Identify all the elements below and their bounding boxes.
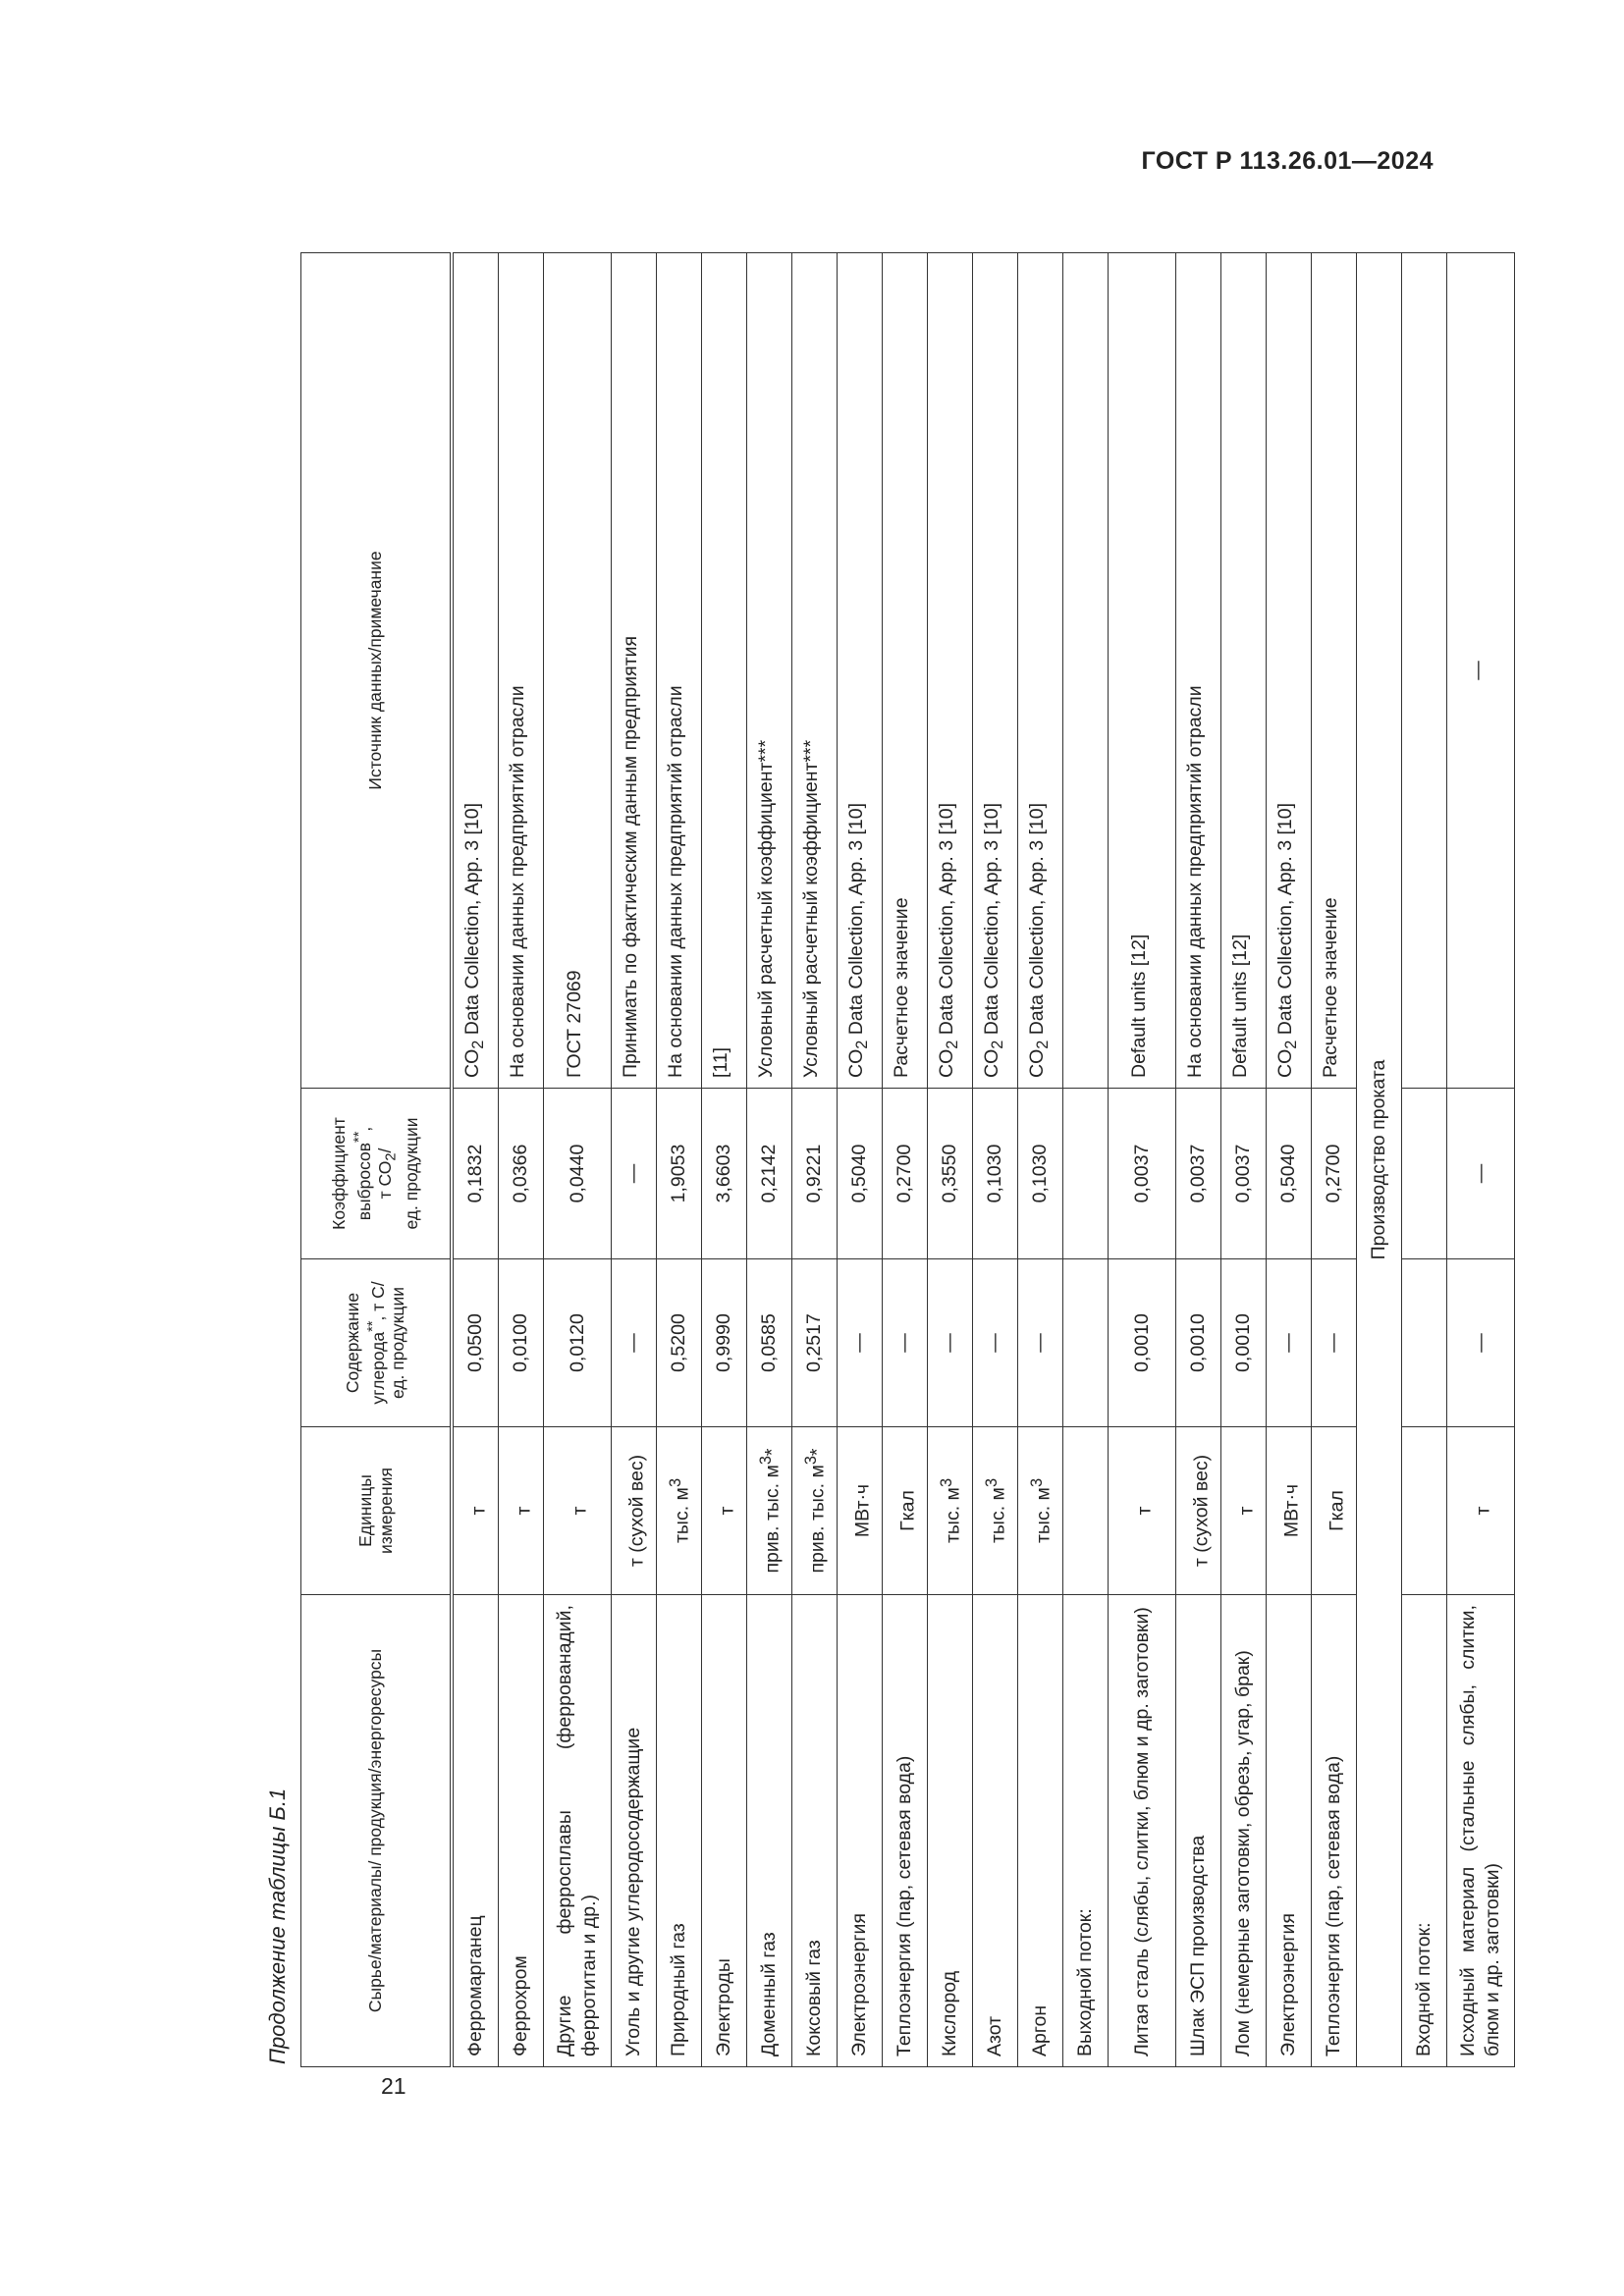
table-body-rolling (1402, 253, 1515, 2067)
cell-material: Теплоэнергия (пар, сетевая вода) (1312, 1595, 1357, 2067)
cell-source: Default units [12] (1221, 253, 1267, 1089)
cell-unit: т (452, 1427, 499, 1595)
cell-emission-factor: 0,0037 (1221, 1089, 1267, 1259)
cell-emission-factor: 0,5040 (838, 1089, 883, 1259)
cell-unit: т (499, 1427, 544, 1595)
cell-carbon-content: — (1447, 1259, 1515, 1427)
cell-source (1402, 253, 1447, 1089)
cell-source (1063, 253, 1109, 1089)
cell-material: Электроэнергия (838, 1595, 883, 2067)
cell-carbon-content: 0,0500 (452, 1259, 499, 1427)
cell-source: На основании данных предприятий отрасли (1176, 253, 1221, 1089)
cell-emission-factor: 0,9221 (792, 1089, 838, 1259)
cell-unit: МВт·ч (1267, 1427, 1312, 1595)
table-row (499, 253, 544, 2067)
cell-emission-factor: 0,2142 (747, 1089, 792, 1259)
cell-source: $CO_2$ Data Collection, App. 3 [10] (1018, 253, 1063, 1089)
cell-material: Аргон (1018, 1595, 1063, 2067)
cell-material: Электроды (702, 1595, 747, 2067)
table-row (1267, 253, 1312, 2067)
table-header-row (301, 253, 453, 2067)
cell-material: Коксовый газ (792, 1595, 838, 2067)
cell-source: Default units [12] (1109, 253, 1176, 1089)
cell-carbon-content (1063, 1259, 1109, 1427)
cell-source: $CO_2$ Data Collection, App. 3 [10] (973, 253, 1018, 1089)
table-section-body (1357, 253, 1402, 2067)
cell-unit: т (1221, 1427, 1267, 1595)
cell-emission-factor (1402, 1089, 1447, 1259)
cell-unit: т (сухой вес) (1176, 1427, 1221, 1595)
cell-carbon-content: 0,0585 (747, 1259, 792, 1427)
cell-unit (1402, 1427, 1447, 1595)
cell-material: Кислород (928, 1595, 973, 2067)
cell-source: [11] (702, 253, 747, 1089)
cell-carbon-content: — (612, 1259, 657, 1427)
header-carbon-content: Содержание углерода**, т С/ ед. продукции (301, 1259, 453, 1427)
cell-material: Теплоэнергия (пар, сетевая вода) (883, 1595, 928, 2067)
cell-emission-factor (1063, 1089, 1109, 1259)
cell-source: — (1447, 253, 1515, 1089)
cell-unit: т (544, 1427, 612, 1595)
cell-unit: т (1447, 1427, 1515, 1595)
table-row (792, 253, 838, 2067)
cell-source: Расчетное значение (883, 253, 928, 1089)
table-row (452, 253, 499, 2067)
cell-source: $CO_2$ Data Collection, App. 3 [10] (928, 253, 973, 1089)
cell-emission-factor: 1,9053 (657, 1089, 702, 1259)
cell-unit: тыс. $м^3$ (1018, 1427, 1063, 1595)
cell-material: Литая сталь (слябы, слитки, блюм и др. заготовки) (1109, 1595, 1176, 2067)
cell-source: Условный расчетный коэффициент*** (747, 253, 792, 1089)
cell-carbon-content: 0,0120 (544, 1259, 612, 1427)
table-row (1312, 253, 1357, 2067)
cell-source: На основании данных предприятий отрасли (657, 253, 702, 1089)
cell-emission-factor: 0,0037 (1176, 1089, 1221, 1259)
cell-material: Другие ферросплавы (феррованадий, ферротитан и др.) (544, 1595, 612, 2067)
cell-carbon-content: 0,5200 (657, 1259, 702, 1427)
page-number: 21 (381, 2073, 406, 2099)
cell-source: $CO_2$ Data Collection, App. 3 [10] (1267, 253, 1312, 1089)
table-row (1221, 253, 1267, 2067)
cell-emission-factor: 0,1030 (1018, 1089, 1063, 1259)
cell-emission-factor: 3,6603 (702, 1089, 747, 1259)
cell-emission-factor: — (612, 1089, 657, 1259)
table-row (1176, 253, 1221, 2067)
section-row (1357, 253, 1402, 2067)
cell-emission-factor: 0,1832 (452, 1089, 499, 1259)
cell-emission-factor: 0,0037 (1109, 1089, 1176, 1259)
cell-emission-factor: 0,2700 (1312, 1089, 1357, 1259)
cell-material: Лом (немерные заготовки, обрезь, угар, брак) (1221, 1595, 1267, 2067)
cell-emission-factor: 0,3550 (928, 1089, 973, 1259)
cell-source: На основании данных предприятий отрасли (499, 253, 544, 1089)
cell-carbon-content: — (883, 1259, 928, 1427)
cell-material: Входной поток: (1402, 1595, 1447, 2067)
table-row (747, 253, 792, 2067)
table-row (1447, 253, 1515, 2067)
cell-emission-factor: 0,1030 (973, 1089, 1018, 1259)
cell-source: Принимать по фактическим данным предприятия (612, 253, 657, 1089)
cell-source: $CO_2$ Data Collection, App. 3 [10] (838, 253, 883, 1089)
table-row (928, 253, 973, 2067)
cell-unit: прив. тыс. $м^3*$ (747, 1427, 792, 1595)
rotated-table-page (258, 241, 1503, 2067)
cell-carbon-content: 0,0010 (1176, 1259, 1221, 1427)
cell-emission-factor: — (1447, 1089, 1515, 1259)
header-source: Источник данных/примечание (301, 253, 453, 1089)
cell-carbon-content: — (1018, 1259, 1063, 1427)
cell-carbon-content: — (928, 1259, 973, 1427)
cell-material: Шлак ЭСП производства (1176, 1595, 1221, 2067)
table-wrapper (300, 252, 1515, 2067)
cell-carbon-content: 0,0010 (1221, 1259, 1267, 1427)
cell-unit: тыс. $м^3$ (973, 1427, 1018, 1595)
cell-material: Феррохром (499, 1595, 544, 2067)
table-caption: Продолжение таблицы Б.1 (265, 1788, 290, 2064)
cell-source: Расчетное значение (1312, 253, 1357, 1089)
emission-factors-table (300, 252, 1515, 2067)
cell-emission-factor: 0,5040 (1267, 1089, 1312, 1259)
cell-unit: т (сухой вес) (612, 1427, 657, 1595)
table-row (544, 253, 612, 2067)
table-row (702, 253, 747, 2067)
cell-carbon-content: — (1312, 1259, 1357, 1427)
cell-material: Доменный газ (747, 1595, 792, 2067)
cell-material: Азот (973, 1595, 1018, 2067)
cell-unit: Гкал (883, 1427, 928, 1595)
cell-carbon-content: — (973, 1259, 1018, 1427)
table-row (1402, 253, 1447, 2067)
cell-source: $CO_2$ Data Collection, App. 3 [10] (452, 253, 499, 1089)
cell-carbon-content: — (838, 1259, 883, 1427)
cell-unit: прив. тыс. $м^3*$ (792, 1427, 838, 1595)
cell-emission-factor: 0,2700 (883, 1089, 928, 1259)
table-row (1109, 253, 1176, 2067)
cell-unit: тыс. $м^3$ (928, 1427, 973, 1595)
cell-unit (1063, 1427, 1109, 1595)
cell-source: ГОСТ 27069 (544, 253, 612, 1089)
table-row (838, 253, 883, 2067)
table-row (973, 253, 1018, 2067)
cell-unit: Гкал (1312, 1427, 1357, 1595)
table-row (1063, 253, 1109, 2067)
cell-material: Выходной поток: (1063, 1595, 1109, 2067)
table-row (883, 253, 928, 2067)
cell-carbon-content: 0,9990 (702, 1259, 747, 1427)
cell-source: Условный расчетный коэффициент*** (792, 253, 838, 1089)
document-code: ГОСТ Р 113.26.01—2024 (1141, 147, 1434, 175)
cell-unit: тыс. $м^3$ (657, 1427, 702, 1595)
cell-material: Исходный материал (стальные слябы, слитки, блюм и др. заготовки) (1447, 1595, 1515, 2067)
cell-material: Природный газ (657, 1595, 702, 2067)
cell-unit: МВт·ч (838, 1427, 883, 1595)
cell-carbon-content: — (1267, 1259, 1312, 1427)
cell-carbon-content: 0,0010 (1109, 1259, 1176, 1427)
header-material: Сырье/материалы/ продукция/энергоресурсы (301, 1595, 453, 2067)
table-body-main (452, 253, 1357, 2067)
cell-emission-factor: 0,0440 (544, 1089, 612, 1259)
table-row (612, 253, 657, 2067)
cell-unit: т (1109, 1427, 1176, 1595)
cell-unit: т (702, 1427, 747, 1595)
cell-carbon-content: 0,2517 (792, 1259, 838, 1427)
cell-material: Уголь и другие углеродосодержащие (612, 1595, 657, 2067)
header-unit: Единицы измерения (301, 1427, 453, 1595)
table-row (1018, 253, 1063, 2067)
cell-material: Ферромарганец (452, 1595, 499, 2067)
cell-material: Электроэнергия (1267, 1595, 1312, 2067)
section-heading: Производство проката (1357, 253, 1402, 2067)
cell-carbon-content: 0,0100 (499, 1259, 544, 1427)
table-row (657, 253, 702, 2067)
header-emission-factor: Коэффициент выбросов**, т $СО_2/$ ед. продукции (301, 1089, 453, 1259)
cell-carbon-content (1402, 1259, 1447, 1427)
cell-emission-factor: 0,0366 (499, 1089, 544, 1259)
